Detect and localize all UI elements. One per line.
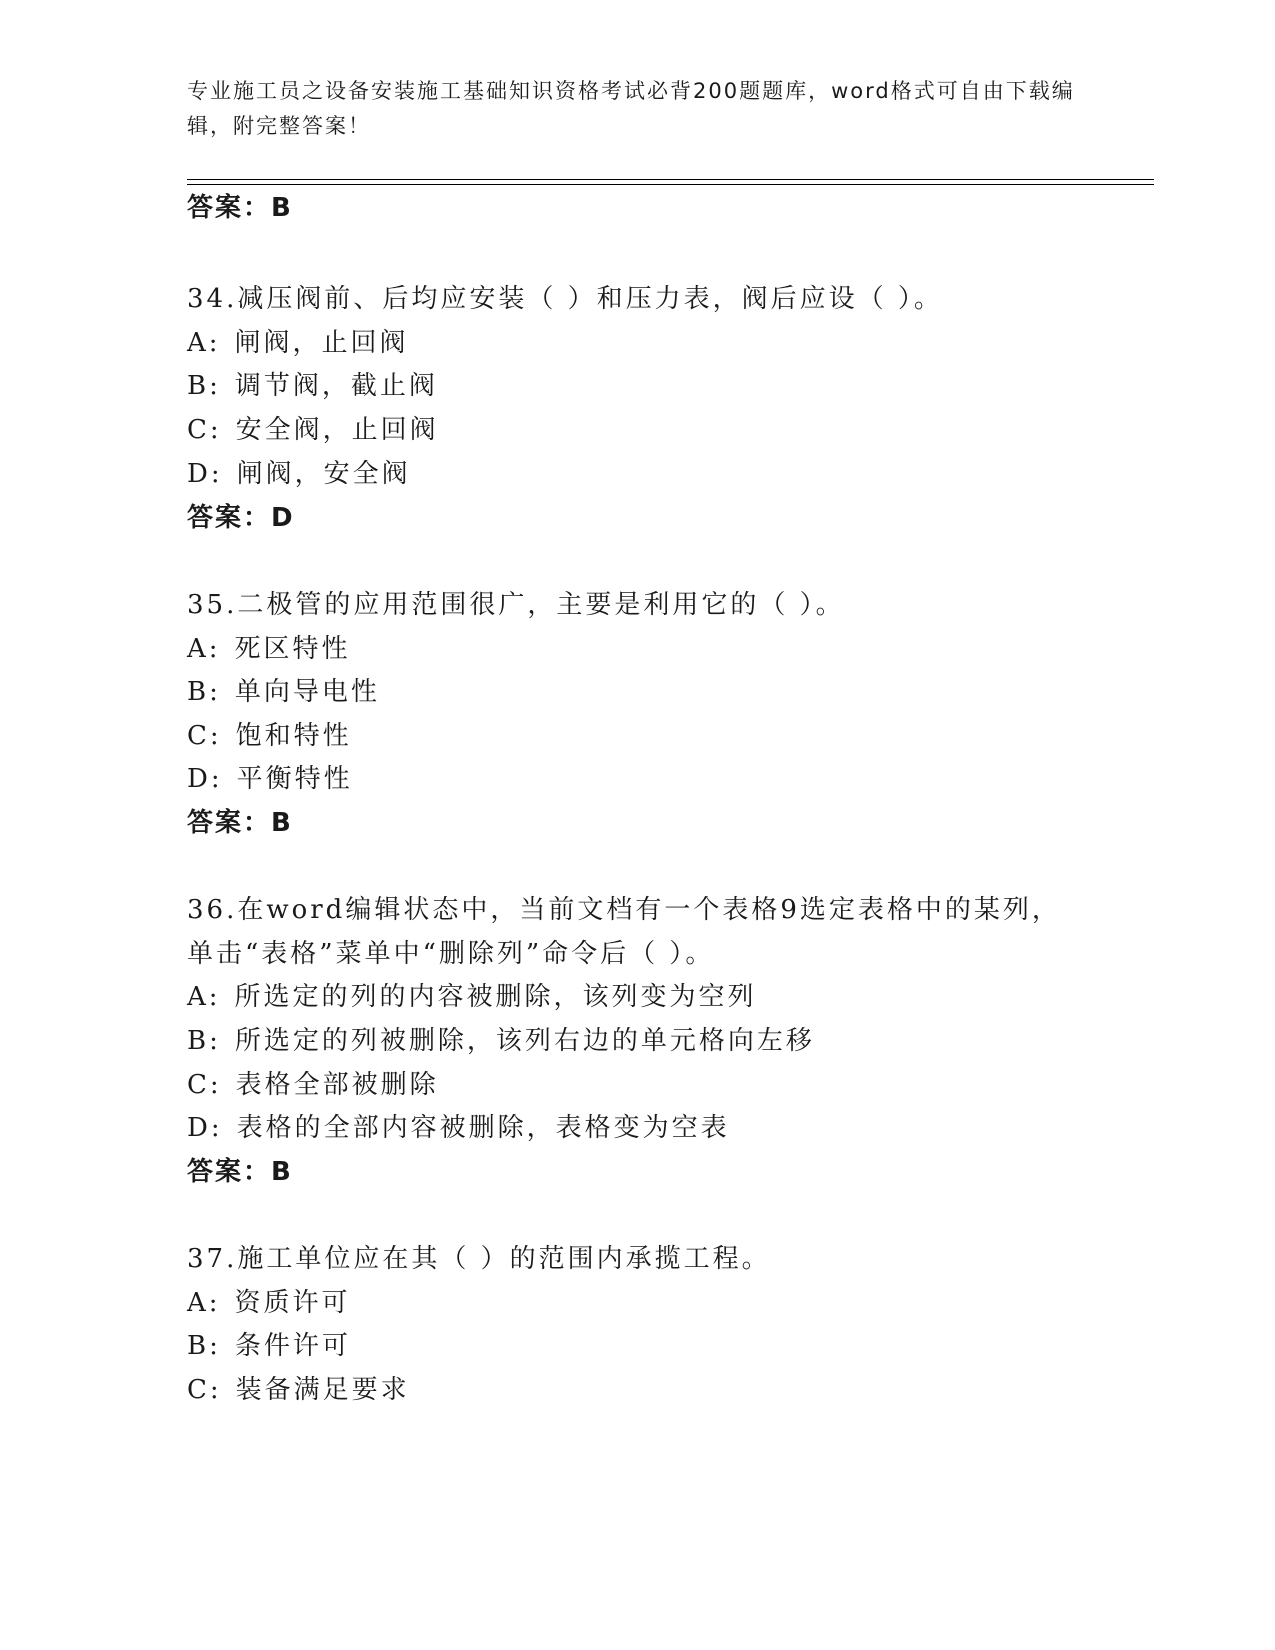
header-divider-top <box>187 179 1154 180</box>
header-divider-bottom <box>187 184 1154 185</box>
option-text: 条件许可 <box>234 1331 351 1361</box>
option-key: D: <box>187 764 223 794</box>
option-text: 单向导电性 <box>234 677 380 707</box>
option-text: 闸阀，安全阀 <box>236 459 411 489</box>
question-stem: 34.减压阀前、后均应安装（ ）和压力表，阀后应设（ ）。 <box>187 284 943 314</box>
option-text: 调节阀，截止阀 <box>234 371 438 401</box>
option-key: B: <box>187 371 221 401</box>
option-text: 表格全部被删除 <box>235 1070 439 1100</box>
option-text: 死区特性 <box>234 634 351 664</box>
option-a <box>187 1283 351 1323</box>
option-text: 闸阀，止回阀 <box>234 328 409 358</box>
option-key: C: <box>187 1375 222 1405</box>
option-c <box>187 716 352 756</box>
option-a <box>187 323 409 363</box>
option-c <box>187 1065 439 1105</box>
question-stem: 35.二极管的应用范围很广，主要是利用它的（ ）。 <box>187 590 845 620</box>
question-stem: 36.在word编辑状态中，当前文档有一个表格9选定表格中的某列， <box>187 895 1061 925</box>
option-text: 表格的全部内容被删除，表格变为空表 <box>236 1113 730 1143</box>
option-key: A: <box>187 328 221 358</box>
option-key: D: <box>187 459 223 489</box>
option-text: 安全阀，止回阀 <box>235 415 439 445</box>
option-key: D: <box>187 1113 223 1143</box>
option-d <box>187 759 353 799</box>
document-header: 专业施工员之设备安装施工基础知识资格考试必背200题题库，word格式可自由下载编辑，附完整答案！ <box>187 79 1075 138</box>
option-text: 所选定的列的内容被删除，该列变为空列 <box>234 982 757 1012</box>
option-c <box>187 410 439 450</box>
option-a <box>187 629 351 669</box>
answer-label: 答案：B <box>187 1157 293 1187</box>
question-stem: 37.施工单位应在其（ ）的范围内承揽工程。 <box>187 1244 771 1274</box>
option-key: C: <box>187 721 222 751</box>
option-b <box>187 1326 351 1366</box>
option-text: 饱和特性 <box>235 721 352 751</box>
option-key: C: <box>187 415 222 445</box>
answer-label: 答案：B <box>187 808 293 838</box>
option-key: A: <box>187 1288 221 1318</box>
option-key: B: <box>187 677 221 707</box>
option-c <box>187 1370 410 1410</box>
option-d <box>187 454 411 494</box>
option-key: B: <box>187 1331 221 1361</box>
option-key: A: <box>187 982 221 1012</box>
option-d <box>187 1108 730 1148</box>
option-text: 平衡特性 <box>236 764 353 794</box>
option-key: A: <box>187 634 221 664</box>
option-key: C: <box>187 1070 222 1100</box>
option-b <box>187 366 438 406</box>
option-b <box>187 1021 815 1061</box>
option-key: B: <box>187 1026 221 1056</box>
option-a <box>187 977 757 1017</box>
answer-label: 答案：B <box>187 193 293 223</box>
option-text: 装备满足要求 <box>235 1375 410 1405</box>
option-b <box>187 672 380 712</box>
answer-label: 答案：D <box>187 503 295 533</box>
option-text: 资质许可 <box>234 1288 351 1318</box>
option-text: 所选定的列被删除，该列右边的单元格向左移 <box>234 1026 815 1056</box>
question-stem-continued: 单击“表格”菜单中“删除列”命令后（ ）。 <box>187 939 715 969</box>
